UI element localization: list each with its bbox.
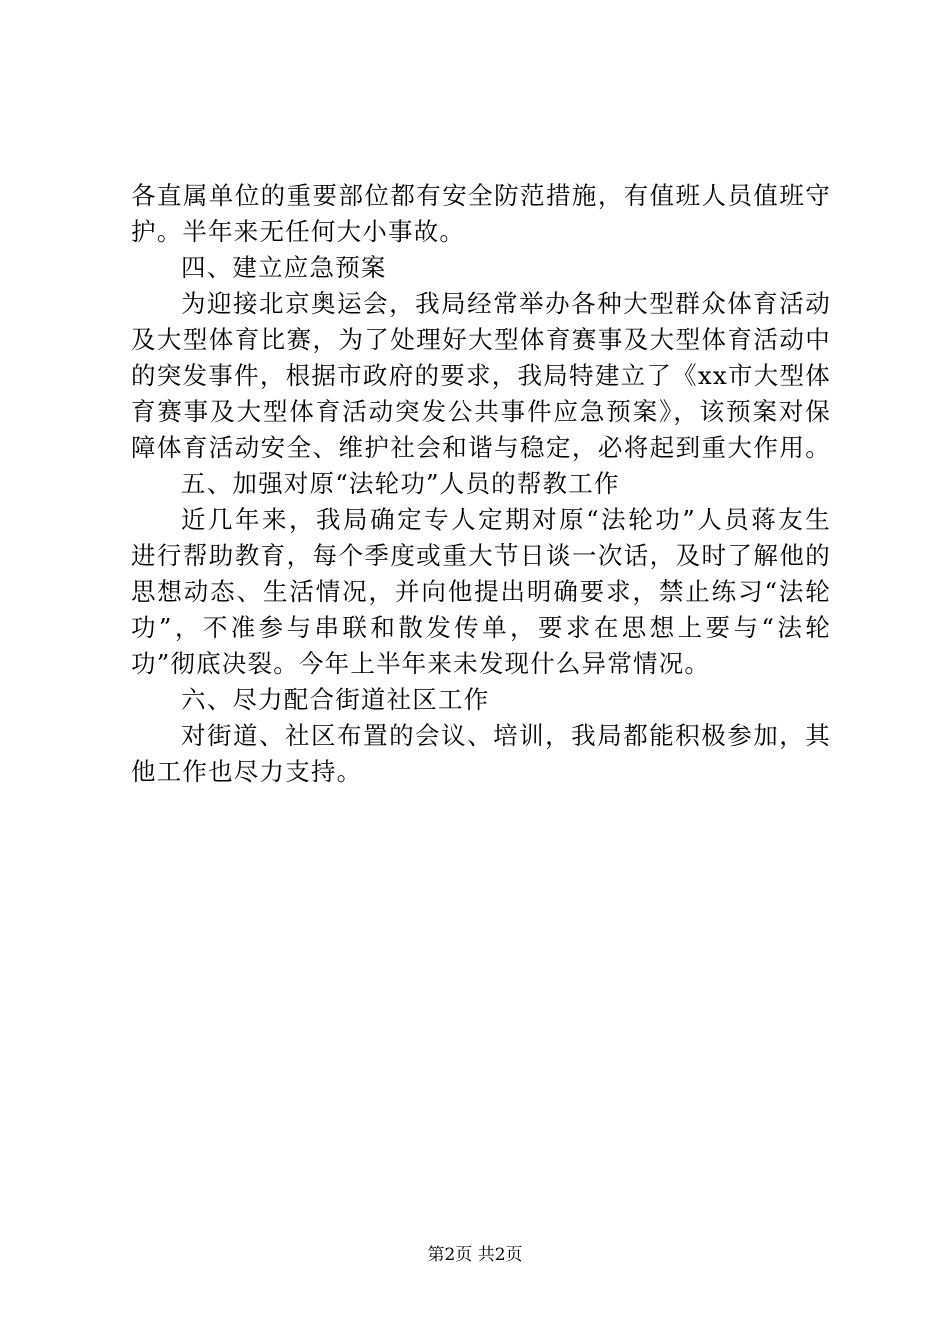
- body-line: 为迎接北京奥运会，我局经常举办各种大型群众体育活动: [181, 289, 831, 318]
- body-line: 功”彻底决裂。今年上半年来未发现什么异常情况。: [131, 649, 711, 678]
- body-line: 对街道、社区布置的会议、培训，我局都能积极参加，其: [181, 721, 831, 750]
- body-line: 近几年来，我局确定专人定期对原“法轮功”人员蒋友生: [181, 505, 831, 534]
- body-line: 他工作也尽力支持。: [131, 757, 363, 786]
- section-heading: 四、建立应急预案: [181, 253, 387, 282]
- body-line: 障体育活动安全、维护社会和谐与稳定，必将起到重大作用。: [131, 433, 831, 462]
- page-number-footer: 第2页 共2页: [427, 1245, 523, 1265]
- section-heading: 六、尽力配合街道社区工作: [181, 685, 490, 714]
- section-heading: 五、加强对原“法轮功”人员的帮教工作: [181, 469, 620, 498]
- body-line: 功”，不准参与串联和散发传单，要求在思想上要与“法轮: [131, 613, 831, 642]
- body-line: 进行帮助教育，每个季度或重大节日谈一次话，及时了解他的: [131, 541, 831, 570]
- body-line: 的突发事件，根据市政府的要求，我局特建立了《xx市大型体: [131, 361, 831, 390]
- body-line: 护。半年来无任何大小事故。: [131, 217, 466, 246]
- body-line: 及大型体育比赛，为了处理好大型体育赛事及大型体育活动中: [131, 325, 831, 354]
- body-line: 育赛事及大型体育活动突发公共事件应急预案》，该预案对保: [131, 397, 831, 426]
- body-line: 各直属单位的重要部位都有安全防范措施，有值班人员值班守: [131, 181, 831, 210]
- body-line: 思想动态、生活情况，并向他提出明确要求，禁止练习“法轮: [131, 577, 831, 606]
